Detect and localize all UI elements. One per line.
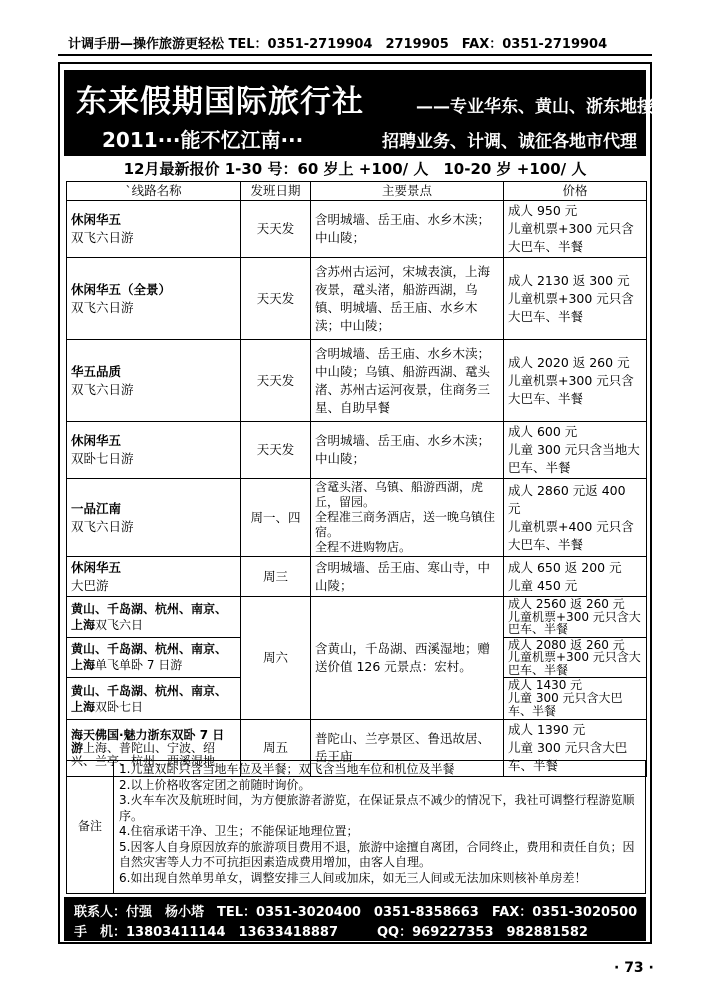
departure-cell: 周一、四 <box>241 479 311 557</box>
departure-cell: 天天发 <box>241 422 311 479</box>
table-row <box>67 201 647 258</box>
route-cell <box>67 557 241 597</box>
route-type: 双飞六日游 <box>71 230 134 245</box>
route-name: 一品江南 <box>71 500 122 516</box>
route-name: 黄山、千岛湖、杭州、南京、上海 <box>71 601 228 632</box>
col-header: `线路名称 <box>67 182 241 201</box>
contact-bar <box>64 897 646 941</box>
price-cell: 成人 950 元 儿童机票+300 元只含大巴车、半餐 <box>504 201 647 258</box>
price-cell: 成人 1430 元 儿童 300 元只含大巴车、半餐 <box>504 678 647 720</box>
route-type: 单飞单卧 7 日游 <box>95 658 183 673</box>
sights-cell: 含明城墙、岳王庙、寒山寺，中山陵； <box>311 557 504 597</box>
route-cell <box>67 678 241 720</box>
col-header: 主要景点 <box>311 182 504 201</box>
note-item: 3.火车车次及航班时间，为方便旅游者游览，在保证景点不减少的情况下，我社可调整行程游览顺序。 <box>119 793 635 823</box>
route-name: 休闲华五 <box>71 212 122 227</box>
price-cell: 成人 2080 返 260 元 儿童机票+300 元只含大巴车、半餐 <box>504 637 647 678</box>
price-cell: 成人 2130 返 300 元 儿童机票+300 元只含大巴车、半餐 <box>504 258 647 340</box>
departure-cell: 周五 <box>241 720 311 777</box>
notes-label: 备注 <box>67 761 114 893</box>
company-name: 东来假期国际旅行社 <box>76 84 364 120</box>
col-header: 发班日期 <box>241 182 311 201</box>
note-item: 2.以上价格收客定团之前随时询价。 <box>119 777 311 792</box>
col-header: 价格 <box>504 182 647 201</box>
banner <box>64 70 654 156</box>
route-type: 双飞六日游 <box>71 381 134 397</box>
route-type: 大巴游 <box>71 577 109 593</box>
table-row <box>67 422 647 479</box>
company-tagline: ——专业华东、黄山、浙东地接 <box>416 97 654 117</box>
route-type: 双卧七日 <box>95 699 144 714</box>
notes-list <box>119 762 637 886</box>
route-cell <box>67 637 241 678</box>
recruit-text: 招聘业务、计调、诚征各地市代理 <box>382 132 637 152</box>
departure-cell: 周三 <box>241 557 311 597</box>
route-name: 黄山、千岛湖、杭州、南京、上海 <box>71 642 228 673</box>
price-cell: 成人 650 返 200 元 儿童 450 元 <box>504 557 647 597</box>
departure-cell: 天天发 <box>241 201 311 258</box>
sights-cell: 含鼋头渚、乌镇、船游西湖，虎丘，留园。 全程准三商务酒店，送一晚乌镇住宿。 全程不进购物店。 <box>311 479 504 557</box>
route-cell <box>67 422 241 479</box>
table-row <box>67 340 647 422</box>
route-cell <box>67 597 241 638</box>
table-header-row <box>67 182 647 201</box>
sights-cell: 含明城墙、岳王庙、水乡木渎；中山陵；乌镇、船游西湖、鼋头渚、苏州古运河夜景，住商务三星、自助早餐 <box>311 340 504 422</box>
note-item: 4.住宿承诺干净、卫生；不能保证地理位置； <box>119 824 359 838</box>
note-item: 5.因客人自身原因放弃的旅游项目费用不退，旅游中途擅自离团，合同终止，费用和责任自负；因自然灾害等人力不可抗拒因素造成费用增加，由客人自理。 <box>119 839 635 869</box>
price-cell: 成人 600 元 儿童 300 元只含当地大巴车、半餐 <box>504 422 647 479</box>
sights-cell: 普陀山、兰亭景区、鲁迅故居、岳王庙 <box>311 720 504 777</box>
table-row <box>67 597 647 638</box>
running-header: 计调手册—操作旅游更轻松 TEL：0351-2719904 2719905 FAX：0351-2719904 <box>68 37 608 52</box>
table-row <box>67 258 647 340</box>
price-table <box>66 181 647 777</box>
route-type: 双卧七日游 <box>71 451 134 466</box>
sights-cell: 含黄山，千岛湖、西溪湿地；赠送价值 126 元景点：宏村。 <box>311 597 504 720</box>
sights-cell: 含明城墙、岳王庙、水乡木渎；中山陵； <box>311 422 504 479</box>
route-cell <box>67 479 241 557</box>
route-cell <box>67 340 241 422</box>
departure-cell: 天天发 <box>241 340 311 422</box>
notes-box <box>66 760 646 894</box>
price-cell: 成人 2020 返 260 元 儿童机票+300 元只含大巴车、半餐 <box>504 340 647 422</box>
note-item: 1.儿童双卧只含当地车位及半餐；双飞含当地车位和机位及半餐 <box>119 762 455 776</box>
route-name: 休闲华五 <box>71 433 122 448</box>
header-rule <box>58 54 652 56</box>
contact-line-1: 联系人：付强 杨小塔 TEL：0351-3020400 0351-8358663 FAX：0351-3020500 <box>74 905 638 920</box>
route-cell <box>67 258 241 340</box>
note-item: 6.如出现自然单男单女，调整安排三人间或加床，如无三人间或无法加床则核补单房差！ <box>119 870 587 885</box>
contact-line-2: 手 机：13803411144 13633418887 QQ：969227353 982881582 <box>74 925 588 940</box>
sights-cell: 含苏州古运河，宋城表演，上海夜景，鼋头渚，船游西湖，乌镇、明城墙、岳王庙、水乡木渎；中山陵； <box>311 258 504 340</box>
price-subtitle: 12月最新报价 1-30 号：60 岁上 +100/ 人 10-20 岁 +100/ 人 <box>123 160 587 178</box>
route-name: 华五品质 <box>71 363 122 379</box>
route-name: 休闲华五 <box>71 559 122 575</box>
departure-cell: 周六 <box>241 597 311 720</box>
route-name: 海天佛国·魅力浙东双卧 7 日游 <box>71 727 225 755</box>
page-number: · 73 · <box>614 960 654 976</box>
route-name: 休闲华五（全景） <box>71 281 172 297</box>
price-cell: 成人 2560 返 260 元 儿童机票+300 元只含大巴车、半餐 <box>504 597 647 638</box>
table-row <box>67 479 647 557</box>
price-cell: 成人 1390 元 儿童 300 元只含大巴车、半餐 <box>504 720 647 777</box>
price-cell: 成人 2860 元返 400 元 儿童机票+400 元只含大巴车、半餐 <box>504 479 647 557</box>
route-name: 黄山、千岛湖、杭州、南京、上海 <box>71 683 228 714</box>
route-type: 双飞六日 <box>95 617 144 632</box>
route-type: 上海、普陀山、宁波、绍兴、兰亭、杭州、西溪湿地 <box>71 740 216 768</box>
route-type: 双飞六日游 <box>71 518 134 534</box>
route-type: 双飞六日游 <box>71 299 134 315</box>
table-row <box>67 557 647 597</box>
departure-cell: 天天发 <box>241 258 311 340</box>
route-cell <box>67 201 241 258</box>
slogan: 2011···能不忆江南··· <box>102 128 304 152</box>
sights-cell: 含明城墙、岳王庙、水乡木渎；中山陵； <box>311 201 504 258</box>
